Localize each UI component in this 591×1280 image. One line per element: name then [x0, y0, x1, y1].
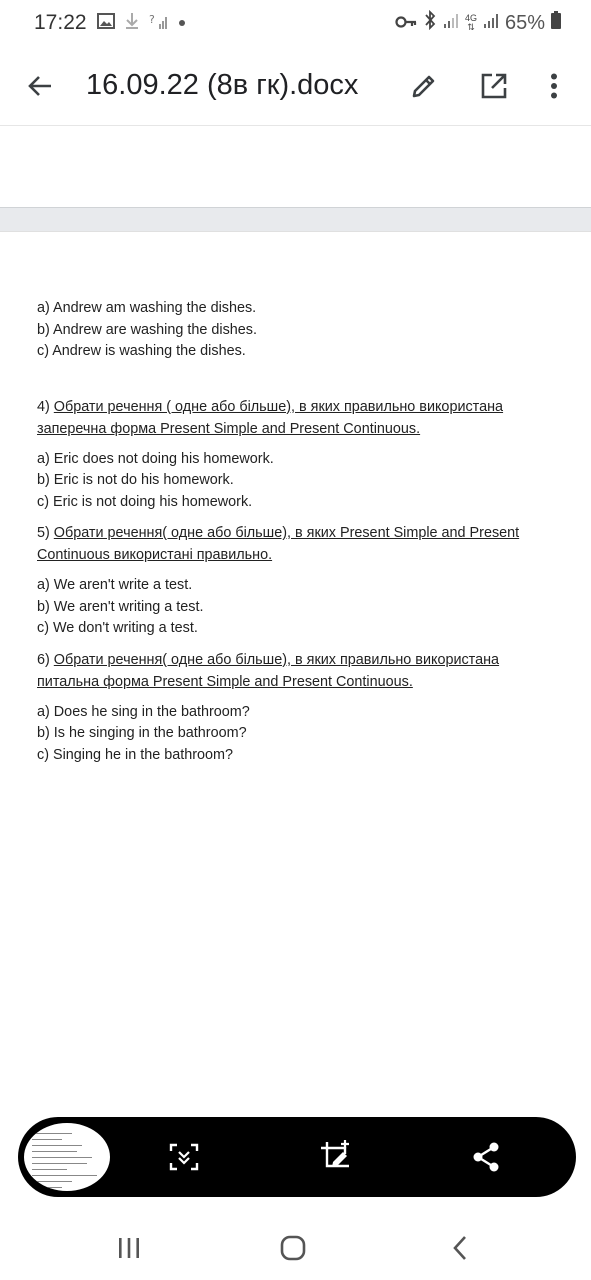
bluetooth-icon	[423, 10, 437, 36]
q6-options	[37, 702, 557, 767]
more-options-button[interactable]	[529, 51, 579, 121]
page-break	[0, 207, 591, 232]
question-text: Continuous використані правильно.	[37, 547, 273, 563]
screenshot-thumbnail[interactable]	[22, 1121, 112, 1193]
option: a) Andrew am washing the dishes.	[37, 300, 257, 316]
battery-text: 65%	[504, 11, 545, 34]
data-arrows-icon: ⇅	[467, 22, 475, 32]
recent-apps-icon	[117, 1237, 141, 1259]
edit-button[interactable]	[389, 51, 459, 121]
navigation-bar	[0, 1216, 591, 1280]
4g-icon	[465, 14, 477, 32]
option: b) We aren't writing a test.	[37, 598, 204, 615]
open-external-button[interactable]	[459, 51, 529, 121]
network-type-label: 4G	[464, 13, 477, 23]
question-4	[37, 396, 557, 440]
question-6	[37, 649, 557, 693]
question-number: 5)	[37, 525, 54, 541]
open-in-new-icon	[480, 72, 508, 100]
back-icon	[452, 1235, 468, 1261]
status-time: 17:22	[34, 11, 87, 34]
signal-icon	[443, 12, 459, 35]
scroll-capture-icon	[169, 1143, 199, 1171]
option: c) Eric is not doing his homework.	[37, 493, 253, 510]
dot-icon	[179, 20, 185, 26]
document-body	[37, 298, 557, 766]
crop-edit-icon	[319, 1140, 353, 1174]
document-title: 16.09.22 (8в гк).docx	[86, 69, 359, 101]
option: a) Eric does not doing his homework.	[37, 450, 274, 467]
question-number: 6)	[37, 651, 54, 668]
option: c) Andrew is washing the dishes.	[37, 343, 246, 359]
question-text: Обрати речення ( одне або більше), в яких правильно використана	[53, 398, 504, 415]
back-button[interactable]	[0, 46, 80, 126]
question-text: Обрати речення( одне або більше), в яких Present Simple and Present	[53, 525, 520, 541]
status-system-icons	[395, 10, 561, 36]
screenshot-toolbar	[18, 1117, 576, 1197]
signal-unknown-icon	[149, 12, 169, 35]
crop-edit-button[interactable]	[312, 1133, 360, 1181]
question-text: питальна форма Present Simple and Present Continuous.	[37, 673, 413, 690]
nav-back-button[interactable]	[435, 1228, 485, 1268]
share-button[interactable]	[462, 1133, 510, 1181]
arrow-back-icon	[27, 74, 53, 98]
question-text: Обрати речення( одне або більше), в яких правильно використана	[53, 651, 500, 668]
q5-options	[37, 575, 557, 640]
option: b) Eric is not do his homework.	[37, 472, 234, 488]
question-line	[37, 649, 557, 671]
question-line	[37, 544, 557, 566]
question-5	[37, 522, 557, 566]
question-line	[37, 671, 557, 693]
status-bar	[0, 0, 591, 46]
option: a) Does he sing in the bathroom?	[37, 703, 250, 720]
question-line	[37, 396, 557, 418]
q4-options	[37, 449, 557, 514]
app-bar-actions	[389, 51, 591, 121]
q3-options	[37, 298, 557, 363]
option: b) Andrew are washing the dishes.	[37, 321, 257, 338]
question-line	[37, 418, 557, 440]
image-icon	[97, 13, 115, 34]
question-text: заперечна форма Present Simple and Present Continuous.	[37, 420, 421, 437]
question-number: 4)	[37, 398, 54, 415]
question-line	[37, 522, 557, 544]
status-notification-icons	[97, 12, 185, 35]
option: a) We aren't write a test.	[37, 577, 193, 593]
home-icon	[280, 1235, 306, 1261]
share-icon	[471, 1141, 501, 1173]
home-button[interactable]	[268, 1228, 318, 1268]
download-icon	[125, 12, 139, 35]
scroll-capture-button[interactable]	[160, 1133, 208, 1181]
app-bar	[0, 46, 591, 126]
recent-apps-button[interactable]	[104, 1228, 154, 1268]
signal-icon-2	[483, 12, 499, 35]
vpn-key-icon	[395, 12, 417, 35]
svg-text:?: ?	[148, 12, 155, 26]
more-vert-icon	[550, 73, 558, 99]
option: b) Is he singing in the bathroom?	[37, 725, 247, 741]
battery-icon	[551, 11, 561, 35]
option: c) Singing he in the bathroom?	[37, 746, 233, 763]
option: c) We don't writing a test.	[37, 620, 198, 636]
pencil-icon	[410, 72, 438, 100]
